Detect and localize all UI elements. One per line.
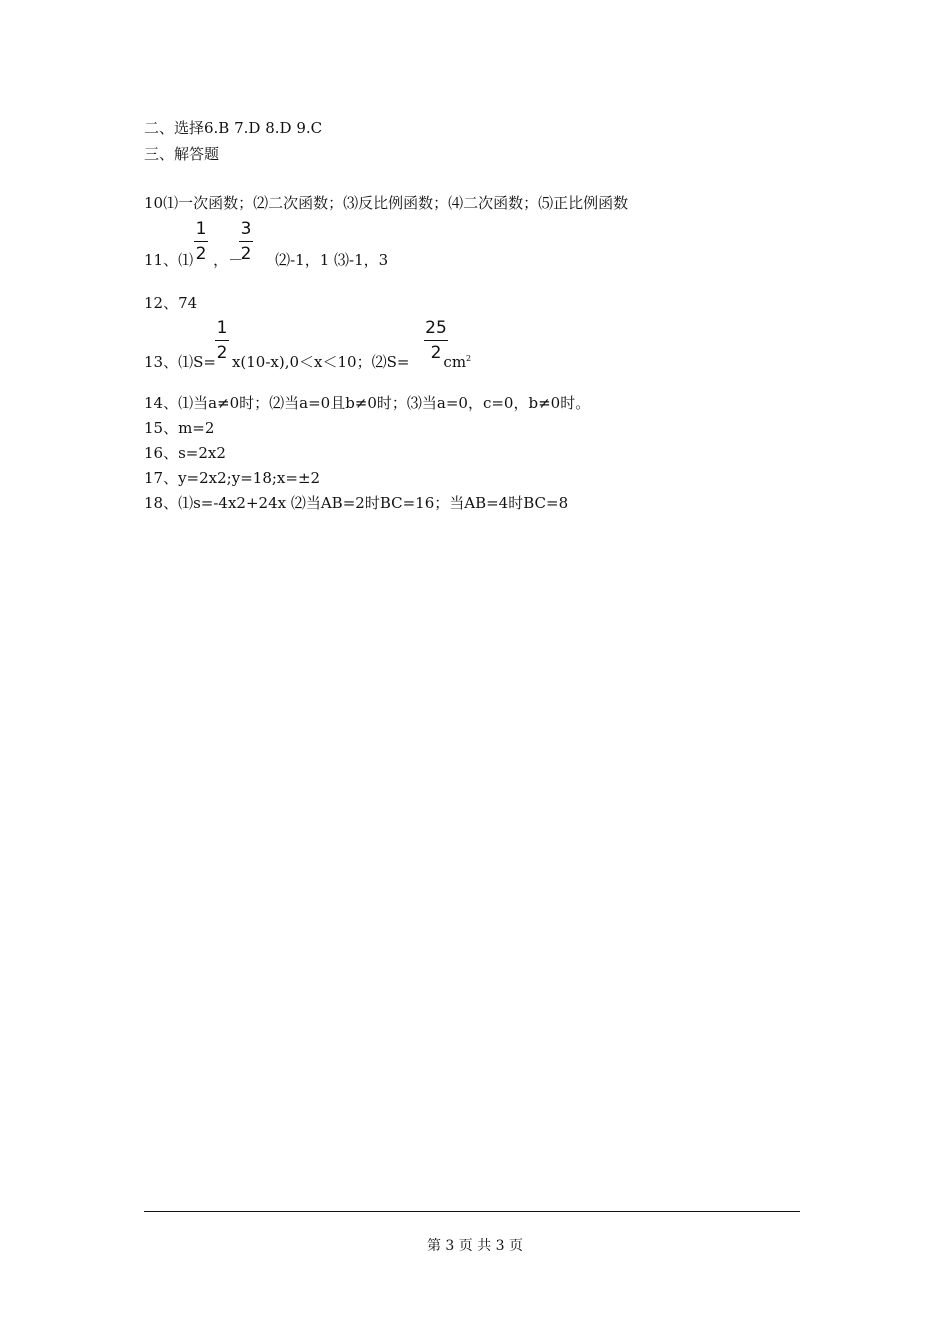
footer-divider — [144, 1211, 800, 1212]
fraction-11-a — [194, 218, 208, 265]
answer-11-sep: ，－ — [213, 251, 244, 269]
answer-13-prefix: 13、⑴S= — [144, 353, 216, 371]
answer-13-mid: x(10-x),0＜x＜10；⑵S= — [231, 353, 410, 371]
page-footer: 第 3 页 共 3 页 — [426, 1238, 524, 1254]
answer-line-16: 16、s=2x2 — [144, 444, 226, 462]
answer-13-unit: cm — [443, 353, 467, 371]
answer-11-prefix: 11、⑴ — [144, 251, 194, 269]
fraction-11-a-numerator: 1 — [195, 219, 207, 239]
fraction-11-b — [239, 218, 253, 265]
answer-line-15: 15、m=2 — [144, 419, 215, 437]
fraction-13-b-numerator: 25 — [425, 318, 447, 338]
answer-line-choice: 二、选择6.B 7.D 8.D 9.C — [144, 119, 323, 137]
fraction-bar — [239, 241, 253, 242]
fraction-bar — [194, 241, 208, 242]
answer-11-rest: ⑵-1，1 ⑶-1，3 — [275, 251, 389, 269]
answer-line-11 — [144, 250, 388, 270]
fraction-13-a-numerator: 1 — [216, 318, 228, 338]
fraction-11-b-numerator: 3 — [240, 219, 252, 239]
fraction-13-a — [215, 317, 229, 364]
answer-line-18: 18、⑴s=-4x2+24x ⑵当AB=2时BC=16；当AB=4时BC=8 — [144, 494, 569, 512]
fraction-13-b-denominator: 2 — [430, 343, 442, 363]
fraction-13-a-denominator: 2 — [216, 343, 228, 363]
answer-line-14: 14、⑴当a≠0时；⑵当a=0且b≠0时；⑶当a=0，c=0，b≠0时。 — [144, 394, 591, 412]
fraction-bar — [215, 340, 229, 341]
fraction-11-b-denominator: 2 — [240, 244, 252, 264]
answer-13-unit-superscript: 2 — [466, 354, 472, 363]
fraction-11-a-denominator: 2 — [195, 244, 207, 264]
answer-line-12: 12、74 — [144, 294, 198, 312]
answer-line-10: 10⑴一次函数；⑵二次函数；⑶反比例函数；⑷二次函数；⑸正比例函数 — [144, 194, 629, 212]
fraction-13-b — [424, 317, 448, 364]
answer-line-heading: 三、解答题 — [144, 145, 220, 163]
answer-line-17: 17、y=2x2;y=18;x=±2 — [144, 469, 321, 487]
fraction-bar — [424, 340, 448, 341]
answer-line-13 — [144, 349, 471, 372]
